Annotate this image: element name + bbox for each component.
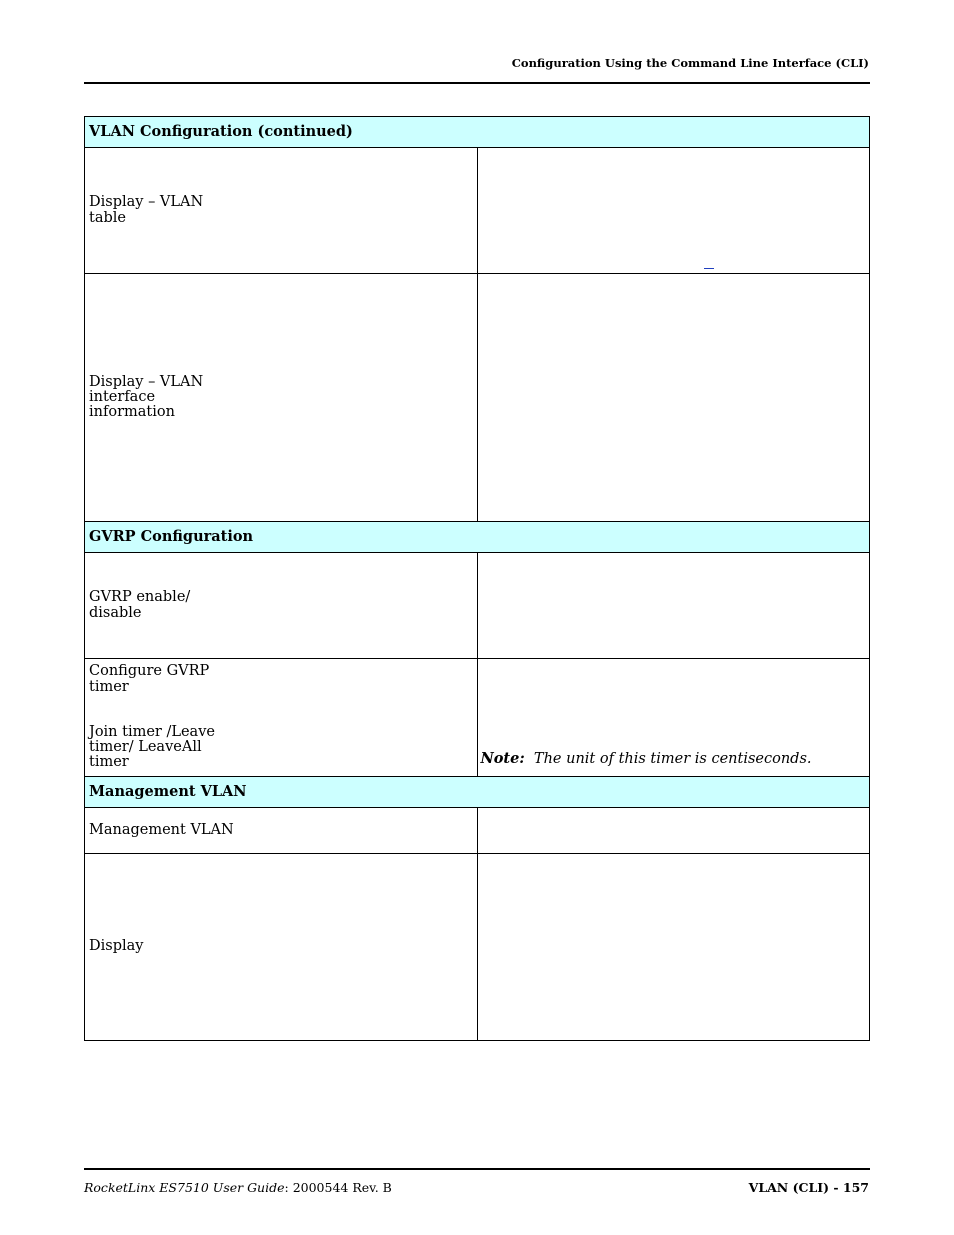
link-mark (704, 268, 714, 269)
row-content-display (477, 854, 870, 1041)
row-label-display-vlan-interface: Display – VLAN interface information (85, 274, 478, 522)
footer-page-number: VLAN (CLI) - 157 (748, 1180, 869, 1195)
row-label-gvrp-timer: Configure GVRP timer Join timer /Leave timer/ LeaveAll timer (85, 659, 478, 777)
section-gvrp-configuration: GVRP Configuration (85, 522, 870, 553)
header-rule (84, 82, 870, 84)
row-content-gvrp-enable (477, 553, 870, 659)
section-management-vlan: Management VLAN (85, 777, 870, 808)
config-table (84, 116, 870, 1041)
row-content-management-vlan (477, 808, 870, 854)
row-content-display-vlan-table (477, 148, 870, 274)
row-content-display-vlan-interface (477, 274, 870, 522)
footer-rule (84, 1168, 870, 1170)
row-label-gvrp-enable: GVRP enable/ disable (85, 553, 478, 659)
row-label-display-vlan-table: Display – VLAN table (85, 148, 478, 274)
row-label-management-vlan: Management VLAN (85, 808, 478, 854)
row-label-display: Display (85, 854, 478, 1041)
timer-note: Note: The unit of this timer is centiseconds. (480, 749, 812, 767)
footer-doc-title: RocketLinx ES7510 User Guide: 2000544 Rev. B (84, 1180, 392, 1195)
page-header: Configuration Using the Command Line Interface (CLI) (511, 56, 869, 70)
row-content-gvrp-timer (477, 659, 870, 777)
section-vlan-configuration: VLAN Configuration (continued) (85, 117, 870, 148)
